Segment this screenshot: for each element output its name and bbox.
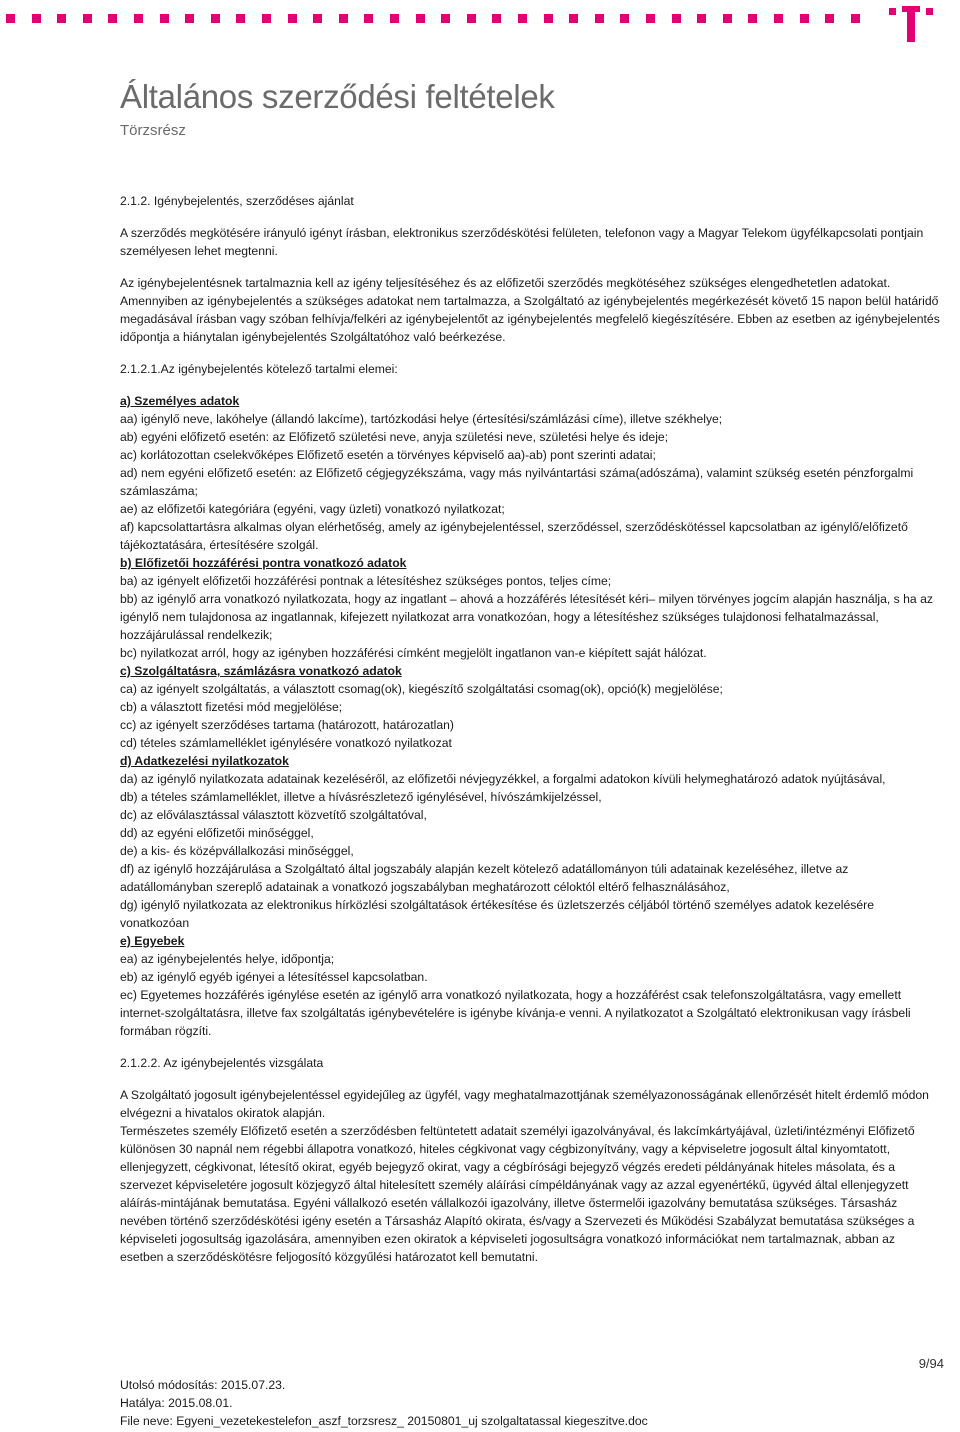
brand-dot xyxy=(416,14,425,23)
list-item: ca) az igényelt szolgáltatás, a választott csomag(ok), kiegészítő szolgáltatási csomag(ok), opció(k) megjelölése; xyxy=(120,682,723,696)
brand-dot xyxy=(390,14,399,23)
list-item: db) a tételes számlamelléklet, illetve a hívásrészletező igénylésével, hívószámkijelzéssel, xyxy=(120,790,602,804)
document-body xyxy=(120,192,940,1266)
page-footer xyxy=(120,1376,648,1430)
list-item: ae) az előfizetői kategóriára (egyéni, vagy üzleti) vonatkozó nyilatkozat; xyxy=(120,502,505,516)
list-item: bb) az igénylő arra vonatkozó nyilatkozata, hogy az ingatlant – ahová a hozzáférés létesítését kéri– milyen törvényes jogcím alapján használja, s ha az igénylő nem tulajdonosa az ingatlannak, kifejezett nyilatkozat arra vonatkozóan, hogy a létesítéshez szükséges tulajdonosi felhatalmazással, hozzájárulással rendelkezik; xyxy=(120,592,933,642)
brand-dot xyxy=(185,14,194,23)
list-item: aa) igénylő neve, lakóhelye (állandó lakcíme), tartózkodási helye (értesítési/számlázási címe), illetve székhelye; xyxy=(120,412,723,426)
footer-filename: File neve: Egyeni_vezetekestelefon_aszf_torzsresz_ 20150801_uj szolgaltatassal kiegeszitve.doc xyxy=(120,1414,648,1428)
list-item: ba) az igényelt előfizetői hozzáférési pontnak a létesítéshez szükséges pontos, teljes címe; xyxy=(120,574,612,588)
section-title: 2.1.2.1.Az igénybejelentés kötelező tartalmi elemei: xyxy=(120,362,398,376)
group-heading: a) Személyes adatok xyxy=(120,394,240,408)
brand-dot xyxy=(211,14,220,23)
brand-dot xyxy=(134,14,143,23)
section-title: 2.1.2. Igénybejelentés, szerződéses ajánlat xyxy=(120,194,354,208)
paragraph: A Szolgáltató jogosult igénybejelentéssel egyidejűleg az ügyfél, vagy meghatalmazottjának személyazonosságának ellenőrzését hitelt érdemlő módon elvégezni a hivatalos okiratok alapján. xyxy=(120,1088,929,1120)
brand-dot xyxy=(160,14,169,23)
list-item: bc) nyilatkozat arról, hogy az igényben hozzáférési címként megjelölt ingatlanon van-e kiépített saját hálózat. xyxy=(120,646,707,660)
list-item: dc) az előválasztással választott közvetítő szolgáltatóval, xyxy=(120,808,427,822)
footer-modified: Utolsó módosítás: 2015.07.23. xyxy=(120,1378,286,1392)
list-item: df) az igénylő hozzájárulása a Szolgáltató által jogszabály alapján kezelt kötelező adatállományon túli adatainak kezeléséhez, illetve az adatállományban szereplő adatainak a vonatkozó jogszabályban meghatározott céloktól eltérő felhasználásához, xyxy=(120,862,849,894)
brand-dot xyxy=(825,14,834,23)
list-item: cd) tételes számlamelléklet igénylésére vonatkozó nyilatkozat xyxy=(120,736,452,750)
list-item: ab) egyéni előfizető esetén: az Előfizető születési neve, anyja születési neve, születési helye és ideje; xyxy=(120,430,669,444)
brand-dot xyxy=(32,14,41,23)
brand-dot xyxy=(774,14,783,23)
brand-dot xyxy=(262,14,271,23)
content-groups xyxy=(120,392,940,1040)
brand-dot xyxy=(620,14,629,23)
brand-dot xyxy=(697,14,706,23)
brand-dot xyxy=(646,14,655,23)
list-item: da) az igénylő nyilatkozata adatainak kezeléséről, az előfizetői névjegyzékkel, a forgalmi adatokon kívüli helymeghatározó adatok nyújtásával, xyxy=(120,772,886,786)
brand-dot xyxy=(6,14,15,23)
brand-dot xyxy=(595,14,604,23)
brand-dot xyxy=(441,14,450,23)
brand-dot xyxy=(236,14,245,23)
brand-dot xyxy=(492,14,501,23)
telekom-logo xyxy=(886,6,936,44)
list-item: ea) az igénybejelentés helye, időpontja; xyxy=(120,952,335,966)
brand-dot xyxy=(851,14,860,23)
brand-dot xyxy=(364,14,373,23)
group-heading: c) Szolgáltatásra, számlázásra vonatkozó adatok xyxy=(120,664,402,678)
brand-dot xyxy=(544,14,553,23)
paragraph: Amennyiben az igénybejelentés a szükséges adatokat nem tartalmazza, a Szolgáltató az igénybejelentés megérkezését követő 15 napon belül határidő megadásával írásban vagy szóban felhívja/felkéri az igénybejelentőt az igénybejelentés megfelelő kiegészítésére. Ebben az esetben az igénybejelentés időpontja a hiánytalan igénybejelentés Szolgáltatóhoz való beérkezése. xyxy=(120,294,940,344)
brand-dot xyxy=(313,14,322,23)
list-item: dd) az egyéni előfizetői minőséggel, xyxy=(120,826,314,840)
brand-dot xyxy=(800,14,809,23)
page-number: 9/94 xyxy=(918,1356,944,1371)
footer-effective: Hatálya: 2015.08.01. xyxy=(120,1396,233,1410)
brand-dot xyxy=(569,14,578,23)
paragraph: Természetes személy Előfizető esetén a szerződésben feltüntetett adatait személyi igazolványával, és lakcímkártyájával, üzleti/intézményi Előfizető különösen 30 napnál nem régebbi állapotra vonatkozó, hiteles cégkivonat vagy cégbizonyítvány, vagy a képviseletre jogosult által kinyomtatott, ellenjegyzett, cégkivonat, létesítő okirat, egyéb bejegyző okirat, vagy a cégbírósági bejegyző végzés eredeti példányának hiteles másolata, és a szervezet képviseletére jogosult közjegyző által hitelesített személy aláírási címpéldányának vagy az azzal egyenértékű, ügyvéd által ellenjegyzett aláírás-mintájának bemutatása. Egyéni vállalkozó esetén vállalkozói igazolvány, illetve őstermelői igazolvány bemutatása szükséges. Társasház nevében történő szerződéskötési igény esetén a Társasház Alapító okirata, és/vagy a Szervezeti és Működési Szabályzat bemutatása szükséges a képviseleti jogosultság igazolására, amennyiben ezen okiratok a képviseleti jogosultságra vonatkozó információkat nem tartalmaznak, abban az esetben a szerződéskötésre feljogosító közgyűlési határozatot kell bemutatni. xyxy=(120,1124,915,1264)
brand-dot xyxy=(288,14,297,23)
brand-dot-strip xyxy=(0,14,880,26)
list-item: cb) a választott fizetési mód megjelölése; xyxy=(120,700,343,714)
list-item: ad) nem egyéni előfizető esetén: az Előfizető cégjegyzékszáma, vagy más nyilvántartási száma(adószáma), valamint szükség esetén pénzforgalmi számlaszáma; xyxy=(120,466,914,498)
brand-dot xyxy=(723,14,732,23)
group-heading: d) Adatkezelési nyilatkozatok xyxy=(120,754,289,768)
paragraph: Az igénybejelentésnek tartalmaznia kell az igény teljesítéséhez és az előfizetői szerződés megkötéséhez szükséges elengedhetetlen adatokat. xyxy=(120,276,891,290)
brand-dot xyxy=(57,14,66,23)
list-item: af) kapcsolattartásra alkalmas olyan elérhetőség, amely az igénybejelentéssel, szerződéssel, szerződéskötéssel kapcsolatban az igénylő/előfizető tájékoztatására, értesítésére szolgál. xyxy=(120,520,908,552)
brand-dot xyxy=(748,14,757,23)
list-item: ac) korlátozottan cselekvőképes Előfizető esetén a törvényes képviselő aa)-ab) pont szerinti adatai; xyxy=(120,448,656,462)
group-heading: e) Egyebek xyxy=(120,934,185,948)
page-subtitle: Törzsrész xyxy=(120,122,186,139)
paragraph: A szerződés megkötésére irányuló igényt írásban, elektronikus szerződéskötési felületen, telefonon vagy a Magyar Telekom ügyfélkapcsolati pontjain személyesen lehet megtenni. xyxy=(120,226,924,258)
brand-dot xyxy=(672,14,681,23)
brand-dot xyxy=(108,14,117,23)
list-item: eb) az igénylő egyéb igényei a létesítéssel kapcsolatban. xyxy=(120,970,428,984)
brand-dot xyxy=(518,14,527,23)
list-item: de) a kis- és középvállalkozási minőséggel, xyxy=(120,844,354,858)
brand-dot xyxy=(339,14,348,23)
group-heading: b) Előfizetői hozzáférési pontra vonatkozó adatok xyxy=(120,556,407,570)
page-title: Általános szerződési feltételek xyxy=(120,78,555,115)
section-title: 2.1.2.2. Az igénybejelentés vizsgálata xyxy=(120,1056,324,1070)
brand-dot xyxy=(83,14,92,23)
list-item: dg) igénylő nyilatkozata az elektronikus hírközlési szolgáltatások értékesítése és üzletszerzés céljából történő személyes adatok kezelésére vonatkozóan xyxy=(120,898,874,930)
list-item: ec) Egyetemes hozzáférés igénylése esetén az igénylő arra vonatkozó nyilatkozata, hogy a hozzáférést csak telefonszolgáltatásra, vagy emellett internet-szolgáltatásra, illetve fax szolgáltatás igénybevételére is igénybe kívánja-e venni. A nyilatkozatot a Szolgáltató elektronikusan vagy írásbeli formában rögzíti. xyxy=(120,988,911,1038)
list-item: cc) az igényelt szerződéses tartama (határozott, határozatlan) xyxy=(120,718,454,732)
brand-dot xyxy=(467,14,476,23)
